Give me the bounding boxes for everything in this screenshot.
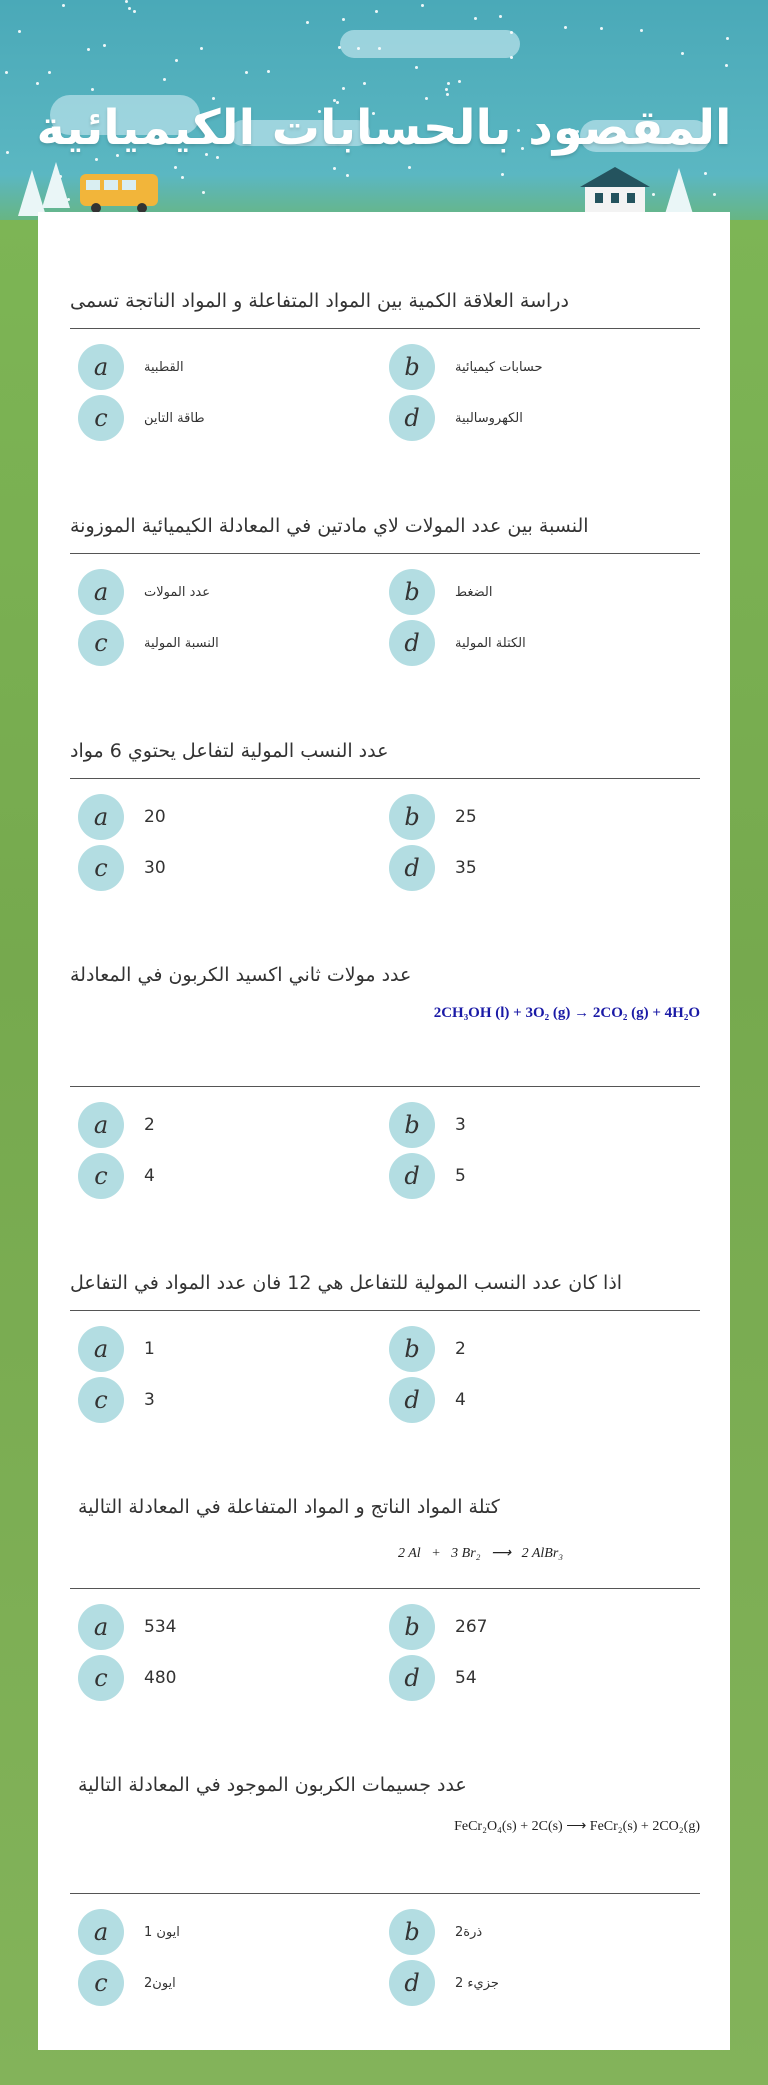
option-letter: c	[78, 395, 124, 441]
cloud-decoration	[340, 30, 520, 58]
option-text: 3	[144, 1390, 155, 1410]
option-d[interactable]	[389, 1377, 689, 1423]
option-letter: c	[78, 1153, 124, 1199]
option-text: 5	[455, 1166, 466, 1186]
option-text: 4	[455, 1390, 466, 1410]
question-text: النسبة بين عدد المولات لاي مادتين في المعادلة الكيميائية الموزونة	[70, 515, 589, 537]
question-4	[70, 964, 700, 986]
option-letter: b	[389, 344, 435, 390]
snowflake-icon	[333, 167, 336, 170]
snowflake-icon	[181, 176, 184, 179]
option-a[interactable]	[78, 1604, 378, 1650]
question-3	[70, 740, 700, 762]
option-letter: a	[78, 1909, 124, 1955]
page-title: المقصود بالحسابات الكيميائية	[36, 100, 732, 156]
option-text: الكتلة المولية	[455, 635, 526, 651]
option-a[interactable]	[78, 1102, 378, 1148]
snowflake-icon	[474, 17, 477, 20]
divider	[70, 1086, 700, 1087]
option-letter: d	[389, 620, 435, 666]
option-d[interactable]	[389, 620, 689, 666]
divider	[70, 328, 700, 329]
snowflake-icon	[163, 78, 166, 81]
snowflake-icon	[216, 156, 219, 159]
option-letter: b	[389, 1604, 435, 1650]
option-text: 54	[455, 1668, 477, 1688]
snowflake-icon	[103, 44, 106, 47]
snowflake-icon	[267, 70, 270, 73]
option-c[interactable]	[78, 1655, 378, 1701]
snowflake-icon	[306, 21, 309, 24]
equation: FeCr₂O₄(s) + 2C(s) ⟶ FeCr₂(s) + 2CO₂(g)	[454, 1819, 700, 1834]
snowflake-icon	[363, 82, 366, 85]
option-letter: c	[78, 845, 124, 891]
snowflake-icon	[421, 4, 424, 7]
option-letter: a	[78, 344, 124, 390]
divider	[70, 553, 700, 554]
snowflake-icon	[564, 26, 567, 29]
snowflake-icon	[726, 37, 729, 40]
option-letter: d	[389, 845, 435, 891]
snowflake-icon	[375, 10, 378, 13]
option-text: 4	[144, 1166, 155, 1186]
tree-icon	[665, 168, 693, 214]
snowflake-icon	[133, 10, 136, 13]
snowflake-icon	[245, 71, 248, 74]
snowflake-icon	[415, 66, 418, 69]
snowflake-icon	[342, 87, 345, 90]
tree-icon	[42, 162, 70, 208]
option-letter: d	[389, 1377, 435, 1423]
option-letter: c	[78, 620, 124, 666]
snowflake-icon	[175, 59, 178, 62]
snowflake-icon	[125, 0, 128, 3]
snowflake-icon	[378, 47, 381, 50]
option-letter: b	[389, 1326, 435, 1372]
equation: 2 Al + 3 Br₂ ⟶ 2 AlBr₃	[398, 1546, 564, 1561]
option-d[interactable]	[389, 1960, 689, 2006]
option-text: حسابات كيميائية	[455, 359, 543, 375]
option-text: ايون 1	[144, 1924, 180, 1940]
option-b[interactable]	[389, 794, 689, 840]
snowflake-icon	[445, 88, 448, 91]
option-b[interactable]	[389, 344, 689, 390]
option-text: 25	[455, 807, 477, 827]
option-b[interactable]	[389, 1102, 689, 1148]
snowflake-icon	[600, 27, 603, 30]
option-text: 2	[144, 1115, 155, 1135]
option-text: طاقة التاين	[144, 410, 205, 426]
snowflake-icon	[174, 166, 177, 169]
option-letter: c	[78, 1960, 124, 2006]
question-5	[70, 1272, 700, 1294]
option-c[interactable]	[78, 395, 378, 441]
option-text: 1	[144, 1339, 155, 1359]
option-text: النسبة المولية	[144, 635, 219, 651]
option-letter: a	[78, 1604, 124, 1650]
option-b[interactable]	[389, 569, 689, 615]
option-letter: a	[78, 794, 124, 840]
snowflake-icon	[36, 82, 39, 85]
option-letter: b	[389, 1102, 435, 1148]
option-text: القطبية	[144, 359, 184, 375]
question-7	[70, 1774, 700, 1796]
option-b[interactable]	[389, 1604, 689, 1650]
option-a[interactable]	[78, 1326, 378, 1372]
snowflake-icon	[200, 47, 203, 50]
snowflake-icon	[510, 31, 513, 34]
option-letter: c	[78, 1655, 124, 1701]
option-text: ايون2	[144, 1975, 176, 1991]
option-text: الكهروسالبية	[455, 410, 523, 426]
option-letter: d	[389, 1655, 435, 1701]
bus-icon	[78, 170, 162, 214]
option-a[interactable]	[78, 794, 378, 840]
snowflake-icon	[499, 15, 502, 18]
snowflake-icon	[725, 64, 728, 67]
option-c[interactable]	[78, 620, 378, 666]
option-letter: c	[78, 1377, 124, 1423]
snowflake-icon	[5, 71, 8, 74]
option-a[interactable]	[78, 569, 378, 615]
option-c[interactable]	[78, 1153, 378, 1199]
question-text: اذا كان عدد النسب المولية للتفاعل هي 12 فان عدد المواد في التفاعل	[70, 1272, 623, 1294]
snowflake-icon	[713, 193, 716, 196]
snowflake-icon	[87, 48, 90, 51]
option-text: ذرة2	[455, 1924, 483, 1940]
snowflake-icon	[18, 30, 21, 33]
divider	[70, 1310, 700, 1311]
option-text: 30	[144, 858, 166, 878]
option-text: 35	[455, 858, 477, 878]
divider	[70, 778, 700, 779]
house-icon	[570, 165, 660, 215]
option-d[interactable]	[389, 1153, 689, 1199]
snowflake-icon	[704, 172, 707, 175]
snowflake-icon	[62, 4, 65, 7]
snowflake-icon	[338, 46, 341, 49]
question-text: عدد النسب المولية لتفاعل يحتوي 6 مواد	[70, 740, 389, 762]
option-c[interactable]	[78, 1377, 378, 1423]
snowflake-icon	[95, 158, 98, 161]
option-b[interactable]	[389, 1909, 689, 1955]
option-letter: b	[389, 569, 435, 615]
snowflake-icon	[91, 88, 94, 91]
snowflake-icon	[447, 82, 450, 85]
question-text: عدد مولات ثاني اكسيد الكربون في المعادلة	[70, 964, 412, 986]
option-letter: a	[78, 569, 124, 615]
snowflake-icon	[346, 174, 349, 177]
option-letter: d	[389, 395, 435, 441]
option-text: 2	[455, 1339, 466, 1359]
snowflake-icon	[202, 191, 205, 194]
option-d[interactable]	[389, 1655, 689, 1701]
option-letter: d	[389, 1960, 435, 2006]
question-text: عدد جسيمات الكربون الموجود في المعادلة التالية	[78, 1774, 467, 1796]
option-text: الضغط	[455, 584, 493, 600]
option-d[interactable]	[389, 395, 689, 441]
option-text: 3	[455, 1115, 466, 1135]
question-text: دراسة العلاقة الكمية بين المواد المتفاعلة و المواد الناتجة تسمى	[70, 290, 569, 312]
option-text: 534	[144, 1617, 177, 1637]
question-text: كتلة المواد الناتج و المواد المتفاعلة في المعادلة التالية	[78, 1496, 500, 1518]
snowflake-icon	[458, 80, 461, 83]
option-a[interactable]	[78, 1909, 378, 1955]
option-text: 267	[455, 1617, 488, 1637]
question-1	[70, 290, 700, 312]
option-text: 480	[144, 1668, 177, 1688]
option-text: 20	[144, 807, 166, 827]
option-c[interactable]	[78, 1960, 378, 2006]
snowflake-icon	[681, 52, 684, 55]
question-6	[70, 1496, 700, 1518]
option-text: جزيء 2	[455, 1975, 499, 1991]
option-c[interactable]	[78, 845, 378, 891]
snowflake-icon	[357, 47, 360, 50]
option-a[interactable]	[78, 344, 378, 390]
snowflake-icon	[128, 7, 131, 10]
snowflake-icon	[510, 56, 513, 59]
option-letter: b	[389, 794, 435, 840]
divider	[70, 1588, 700, 1589]
option-letter: a	[78, 1102, 124, 1148]
option-letter: d	[389, 1153, 435, 1199]
snowflake-icon	[446, 93, 449, 96]
option-letter: a	[78, 1326, 124, 1372]
option-letter: b	[389, 1909, 435, 1955]
snowflake-icon	[640, 29, 643, 32]
snowflake-icon	[342, 18, 345, 21]
divider	[70, 1893, 700, 1894]
snowflake-icon	[408, 166, 411, 169]
snowflake-icon	[501, 173, 504, 176]
option-text: عدد المولات	[144, 584, 210, 600]
equation: 2CH₃OH (l) + 3O₂ (g) → 2CO₂ (g) + 4H₂O	[433, 1005, 700, 1021]
question-2	[70, 515, 700, 537]
option-d[interactable]	[389, 845, 689, 891]
option-b[interactable]	[389, 1326, 689, 1372]
snowflake-icon	[48, 71, 51, 74]
